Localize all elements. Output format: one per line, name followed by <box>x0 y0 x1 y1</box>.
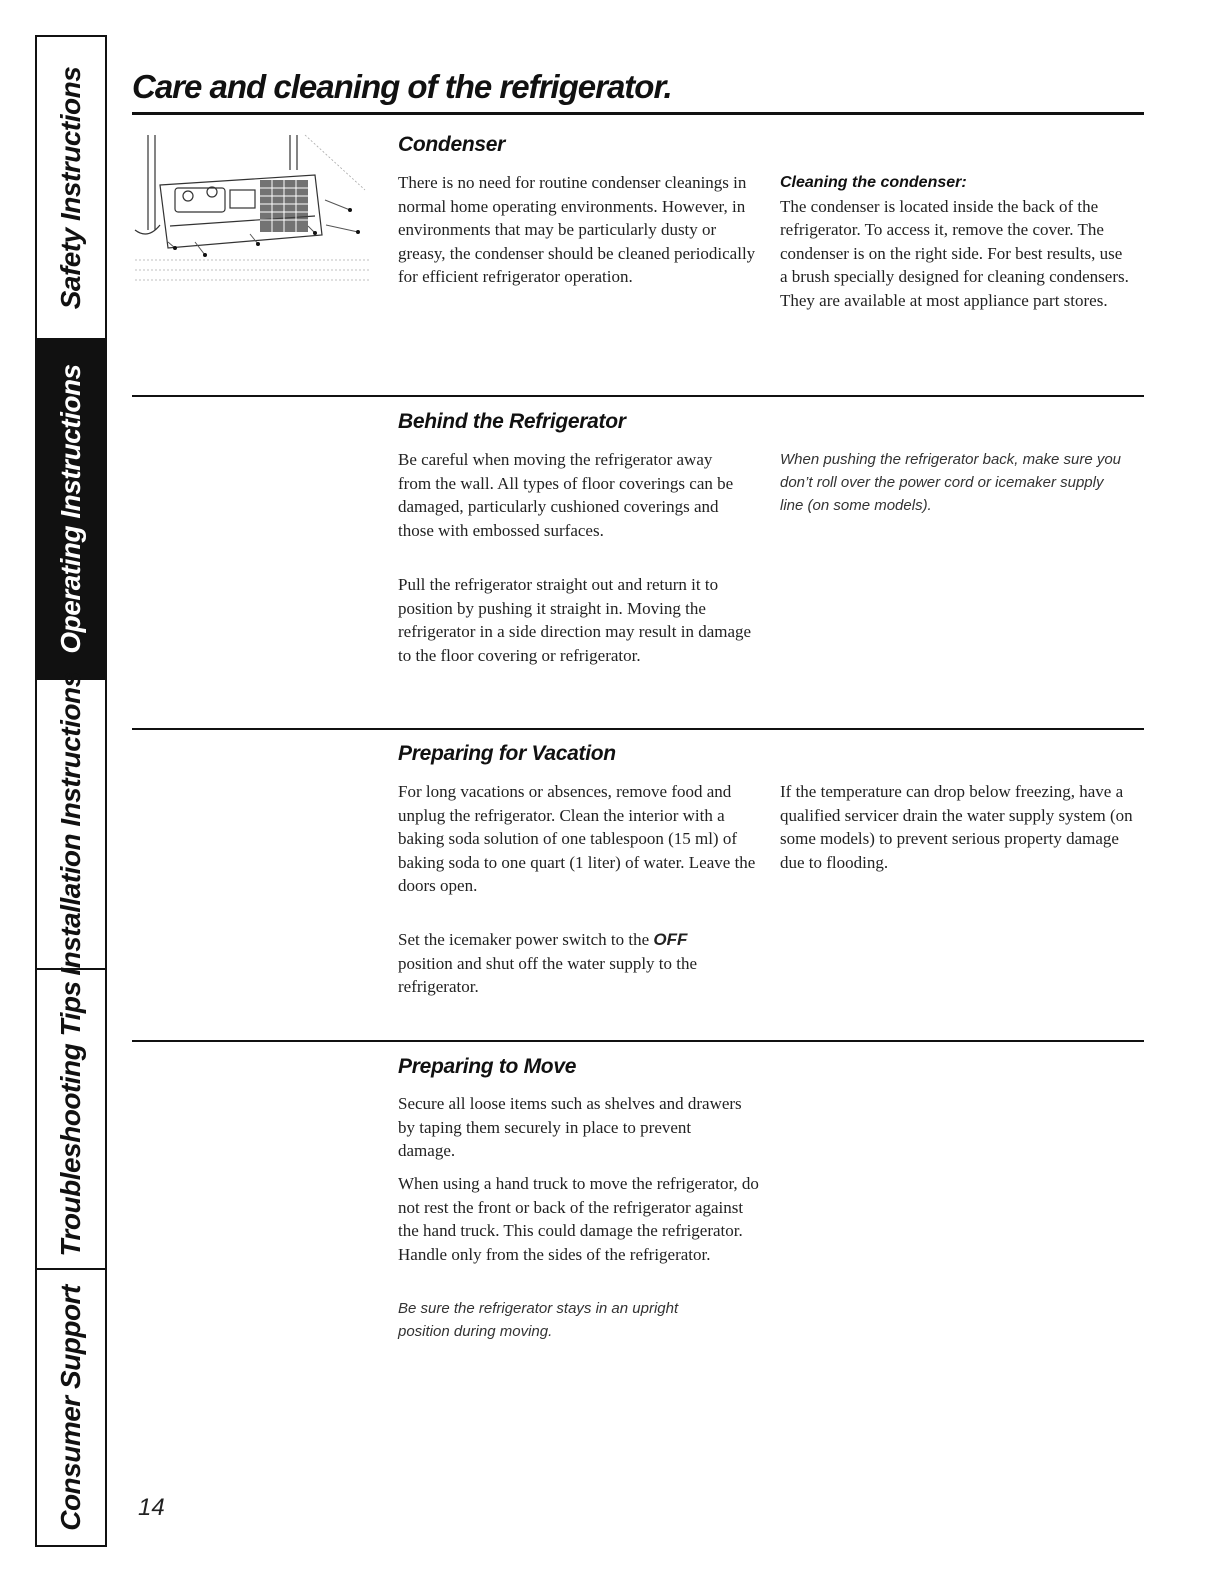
cleaning-condenser-heading: Cleaning the condenser: <box>780 174 967 191</box>
section-title-condenser: Condenser <box>398 133 505 156</box>
section-divider <box>132 728 1144 730</box>
tab-label: Operating Instructions <box>55 364 86 654</box>
tab-consumer-support[interactable] <box>37 1270 105 1545</box>
tab-label: Safety Instructions <box>55 66 86 309</box>
move-paragraph-1: Secure all loose items such as shelves and drawers by taping them securely in place to prevent damage. <box>398 1094 742 1160</box>
condenser-illustration <box>130 130 375 290</box>
vacation-side-text: If the temperature can drop below freezing, have a qualified servicer drain the water supply system (on some models) to prevent serious property damage due to flooding. <box>780 782 1133 872</box>
tab-label: Troubleshooting Tips <box>55 981 86 1257</box>
tab-safety-instructions[interactable] <box>37 37 105 340</box>
vacation-paragraph-2 <box>398 928 738 999</box>
tab-installation-instructions[interactable] <box>37 672 105 976</box>
move-note: Be sure the refrigerator stays in an upright position during moving. <box>398 1300 679 1340</box>
page-title: Care and cleaning of the refrigerator. <box>132 68 672 105</box>
section-title-behind-refrigerator: Behind the Refrigerator <box>398 410 626 433</box>
title-rule <box>132 112 1144 115</box>
cleaning-condenser-body: The condenser is located inside the back of the refrigerator. To access it, remove the cover. The condenser is on the right side. For best results, use a brush specially designed for cleaning condensers. They are available at most appliance part stores. <box>780 196 1129 310</box>
cleaning-condenser-block <box>780 171 1132 312</box>
tab-troubleshooting-tips[interactable] <box>37 970 105 1270</box>
section-title-move: Preparing to Move <box>398 1055 577 1078</box>
section-title-vacation: Preparing for Vacation <box>398 742 616 765</box>
off-label: OFF <box>653 930 688 949</box>
vacation-p2-end: position and shut off the water supply to the refrigerator. <box>398 953 698 996</box>
behind-note: When pushing the refrigerator back, make sure you don’t roll over the power cord or icemaker supply line (on some models). <box>780 451 1122 514</box>
tab-label: Consumer Support <box>55 1284 86 1531</box>
section-divider <box>132 395 1144 397</box>
condenser-body: There is no need for routine condenser cleanings in normal home operating environments. However, in environments that may be particularly dusty or greasy, the condenser should be cleaned periodically for efficient refrigerator operation. <box>398 173 756 286</box>
vacation-paragraph-1: For long vacations or absences, remove food and unplug the refrigerator. Clean the interior with a baking soda solution of one tablespoon (15 ml) of baking soda to one quart (1 liter) of water. Leave the doors open. <box>398 782 756 895</box>
behind-paragraph-1: Be careful when moving the refrigerator away from the wall. All types of floor coverings can be damaged, particularly cushioned coverings and those with embossed surfaces. <box>398 450 734 540</box>
tab-operating-instructions[interactable] <box>37 340 105 680</box>
side-tab-nav <box>35 35 107 1547</box>
page-number: 14 <box>138 1494 165 1521</box>
tab-label: Installation Instructions <box>55 672 86 976</box>
section-divider <box>132 1040 1144 1042</box>
vacation-p2-start: Set the icemaker power switch to the <box>398 930 654 949</box>
behind-paragraph-2: Pull the refrigerator straight out and return it to position by pushing it straight in. Moving the refrigerator in a side direction may result in damage to the floor covering or refrigerator. <box>398 575 752 665</box>
move-paragraph-2: When using a hand truck to move the refrigerator, do not rest the front or back of the refrigerator against the hand truck. This could damage the refrigerator. Handle only from the sides of the refrigerator. <box>398 1174 759 1264</box>
